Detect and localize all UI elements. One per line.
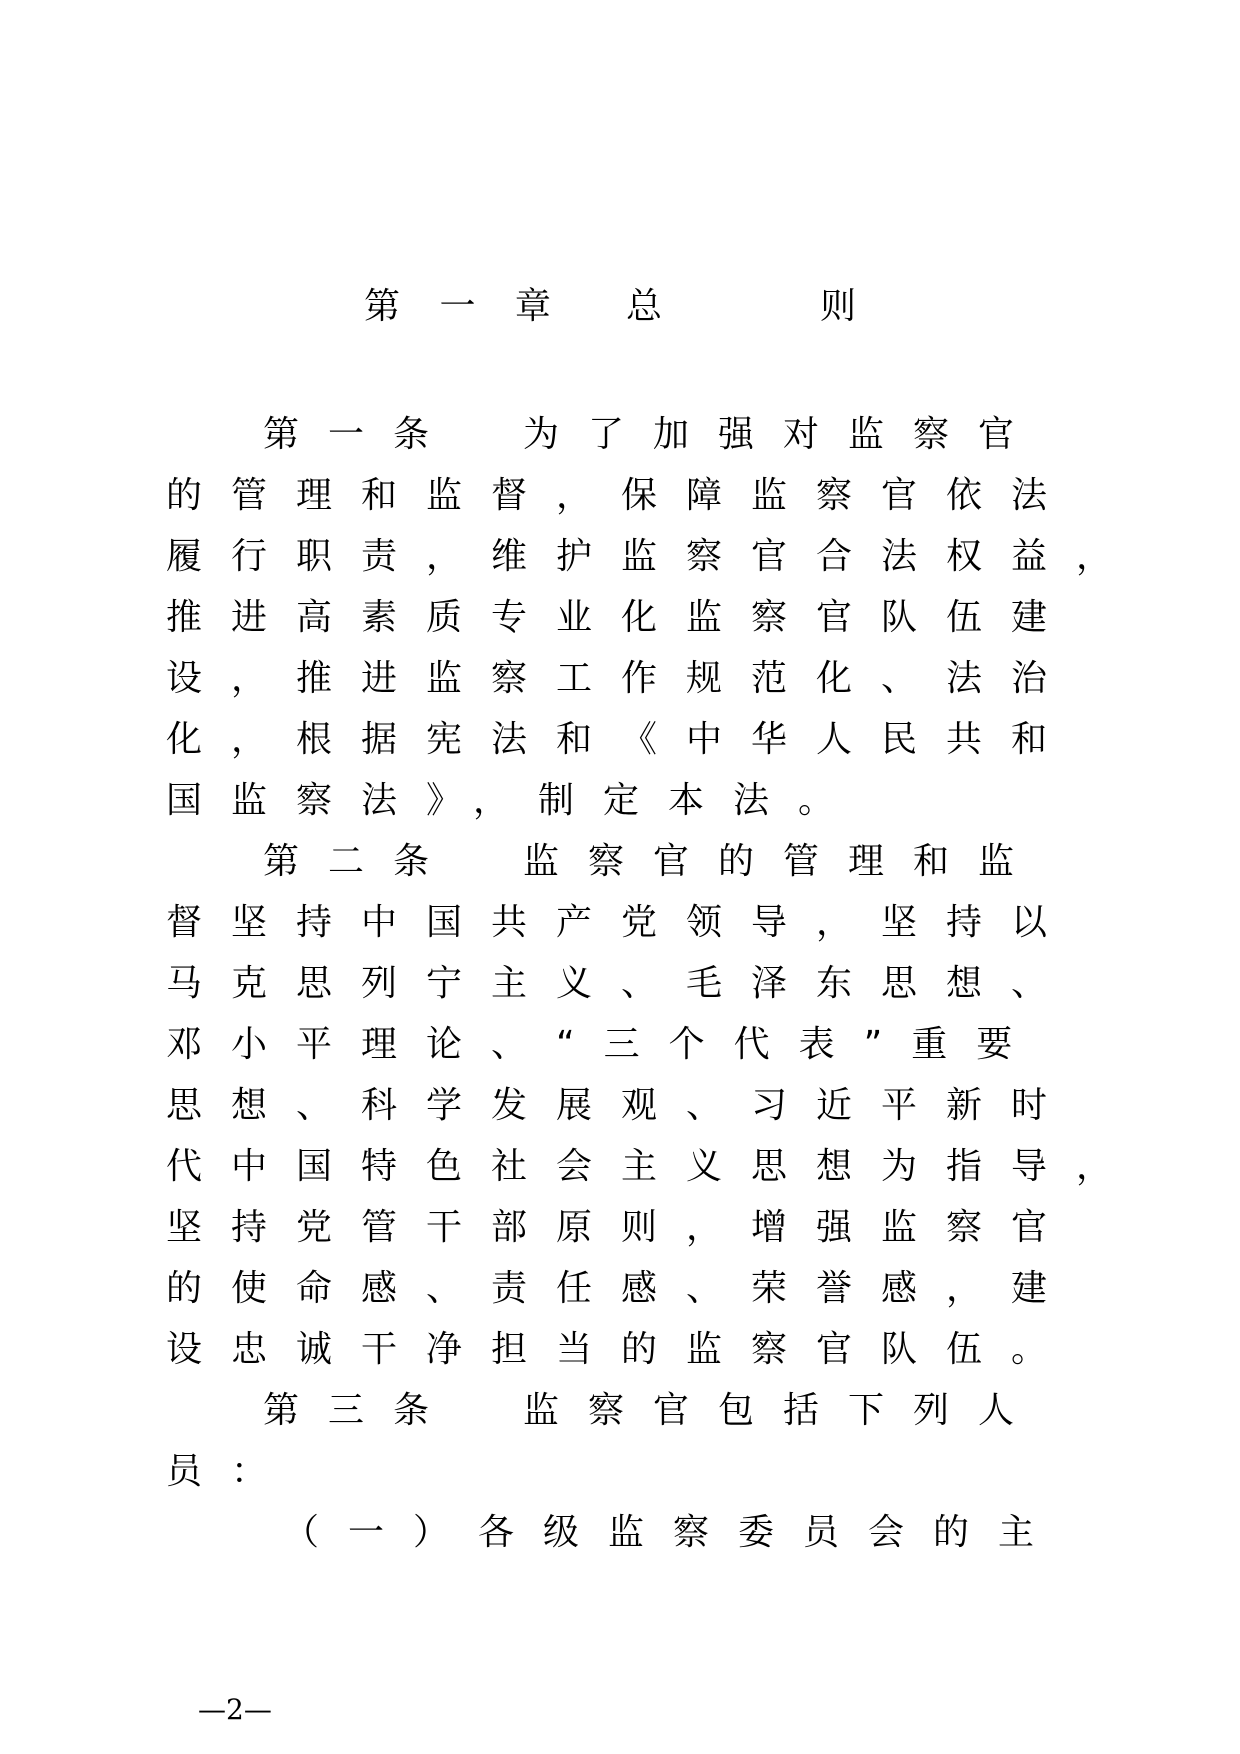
text-line: 化，根据宪法和《中华人民共和 xyxy=(166,719,1077,760)
chapter-title-char-1: 总 xyxy=(626,286,663,327)
chapter-title xyxy=(0,282,1240,332)
text-line: 督坚持中国共产党领导，坚持以 xyxy=(166,902,1077,943)
text-line: 的使命感、责任感、荣誉感，建 xyxy=(166,1268,1077,1309)
text-line: 设忠诚干净担当的监察官队伍。 xyxy=(166,1329,1077,1370)
text-line: 坚持党管干部原则，增强监察官 xyxy=(166,1207,1077,1248)
text-line: 邓小平理论、“三个代表”重要 xyxy=(166,1024,1042,1065)
text-line: 代中国特色社会主义思想为指导， xyxy=(166,1146,1142,1187)
text-line: 国监察法》，制定本法。 xyxy=(166,780,864,821)
page-number: —2— xyxy=(198,1693,272,1726)
text-line: 履行职责，维护监察官合法权益， xyxy=(166,536,1142,577)
text-line: 思想、科学发展观、习近平新时 xyxy=(166,1085,1077,1126)
article-2-heading-line: 第二条 监察官的管理和监 xyxy=(263,841,1044,882)
text-line: 推进高素质专业化监察官队伍建 xyxy=(166,597,1077,638)
article-3-heading-line: 第三条 监察官包括下列人 xyxy=(263,1390,1044,1431)
chapter-number: 第 一 章 xyxy=(364,286,565,327)
chapter-title-char-2: 则 xyxy=(820,286,857,327)
text-line: 员： xyxy=(166,1451,297,1492)
article-1-heading-line: 第一条 为了加强对监察官 xyxy=(263,414,1044,455)
text-line: 设，推进监察工作规范化、法治 xyxy=(166,658,1077,699)
text-line: 马克思列宁主义、毛泽东思想、 xyxy=(166,963,1077,1004)
body-text xyxy=(166,404,1142,1563)
list-item-line: （一）各级监察委员会的主 xyxy=(283,1512,1064,1553)
text-line: 的管理和监督，保障监察官依法 xyxy=(166,475,1077,516)
